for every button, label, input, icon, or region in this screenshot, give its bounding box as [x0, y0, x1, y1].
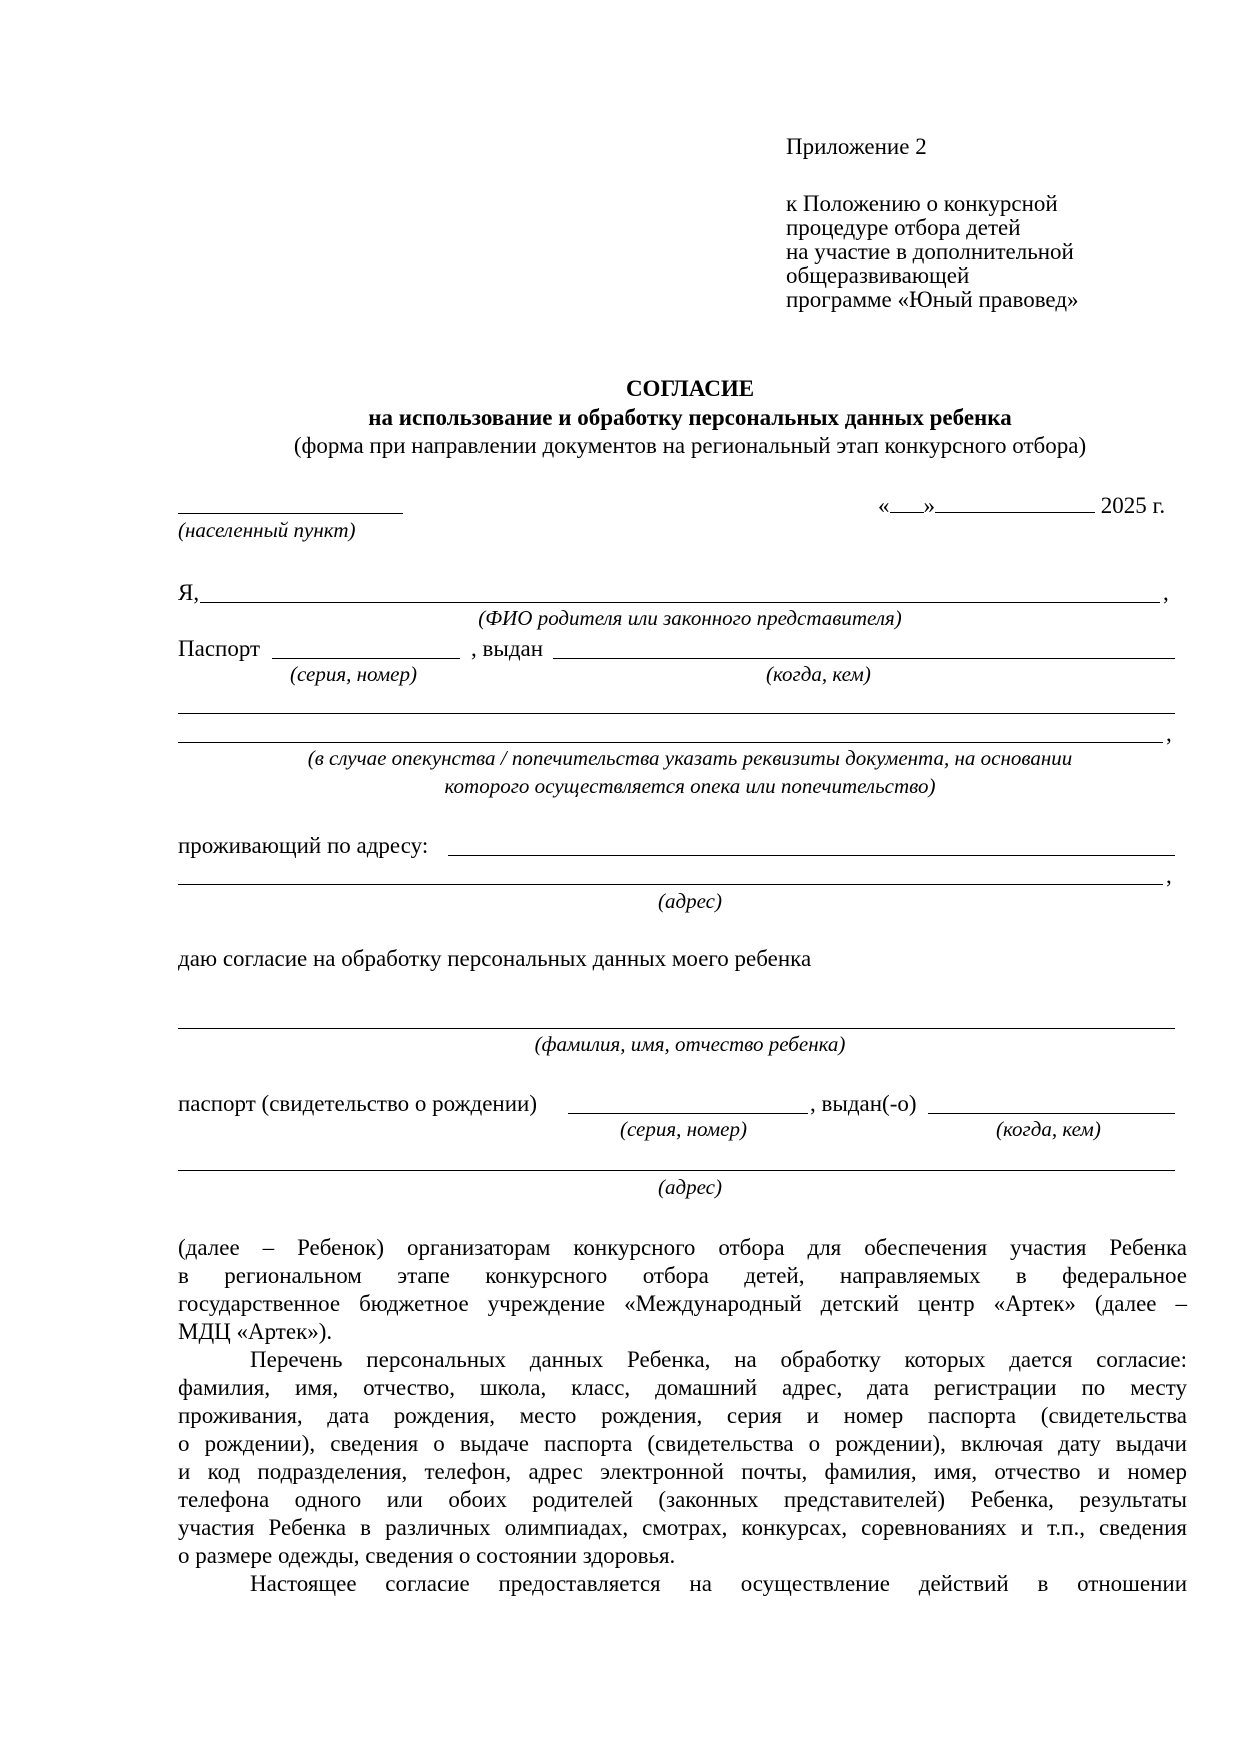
paragraph-line: проживания, дата рождения, место рождения, серия и номер паспорта (свидетельства — [178, 1403, 1187, 1428]
guardian-doc-field-2[interactable] — [178, 742, 1163, 743]
appendix-label: Приложение 2 — [786, 134, 927, 159]
date-quote-open: « — [878, 493, 890, 518]
address-field-2[interactable] — [178, 884, 1163, 885]
body-paragraph-2 — [178, 1346, 1187, 1570]
appendix-ref-line: на участие в дополнительной — [786, 239, 1074, 264]
address-field-1[interactable] — [448, 855, 1175, 856]
paragraph-line: (далее – Ребенок) организаторам конкурсного отбора для обеспечения участия Ребенка — [178, 1235, 1187, 1260]
document-title: СОГЛАСИЕ — [625, 376, 755, 401]
appendix-reference — [786, 192, 1079, 312]
paragraph-line: фамилия, имя, отчество, школа, класс, домашний адрес, дата регистрации по месту — [178, 1375, 1187, 1400]
child-address-hint: (адрес) — [658, 1175, 722, 1199]
appendix-ref-line: процедуре отбора детей — [786, 215, 1021, 240]
paragraph-line: о размере одежды, сведения о состоянии здоровья. — [178, 1543, 676, 1568]
paragraph-line: государственное бюджетное учреждение «Международный детский центр «Артек» (далее – — [178, 1291, 1187, 1316]
consent-statement: даю согласие на обработку персональных данных моего ребенка — [178, 946, 812, 971]
parent-name-field[interactable] — [200, 602, 1160, 603]
date-field[interactable] — [878, 492, 1165, 517]
paragraph-line: и код подразделения, телефон, адрес электронной почты, фамилия, имя, отчество и номер — [178, 1459, 1187, 1484]
child-doc-when-hint: (когда, кем) — [996, 1117, 1101, 1141]
document-subtitle: на использование и обработку персональных данных ребенка — [368, 405, 1012, 430]
address-hint: (адрес) — [658, 889, 722, 913]
locality-hint: (населенный пункт) — [178, 518, 356, 542]
child-name-hint: (фамилия, имя, отчество ребенка) — [534, 1032, 846, 1056]
child-address-field[interactable] — [178, 1170, 1175, 1171]
address-label: проживающий по адресу: — [178, 833, 429, 858]
parent-name-comma: , — [1163, 580, 1169, 605]
child-doc-issued-field[interactable] — [928, 1113, 1175, 1114]
passport-label: Паспорт — [178, 636, 261, 661]
date-day-blank[interactable] — [890, 492, 924, 513]
passport-when-hint: (когда, кем) — [766, 662, 871, 686]
guardian-comma: , — [1166, 721, 1172, 746]
parent-name-hint: (ФИО родителя или законного представителя) — [478, 606, 902, 630]
passport-series-hint: (серия, номер) — [290, 662, 417, 686]
date-quote-close: » — [923, 493, 935, 518]
body-paragraph-1 — [178, 1234, 1187, 1346]
appendix-ref-line: общеразвивающей — [786, 263, 970, 288]
paragraph-line: телефона одного или обоих родителей (законных представителей) Ребенка, результаты — [178, 1487, 1187, 1512]
child-doc-label: паспорт (свидетельство о рождении) — [178, 1091, 537, 1116]
guardian-doc-field-1[interactable] — [178, 713, 1175, 714]
paragraph-line: о рождении), сведения о выдаче паспорта (свидетельства о рождении), включая дату выдачи — [178, 1431, 1187, 1456]
locality-field[interactable] — [178, 513, 403, 514]
form-note: (форма при направлении документов на региональный этап конкурсного отбора) — [293, 433, 1087, 458]
paragraph-line: Настоящее согласие предоставляется на осуществление действий в отношении — [250, 1571, 1187, 1596]
date-year: 2025 г. — [1100, 493, 1166, 518]
guardian-hint-line-1: (в случае опекунства / попечительства указать реквизиты документа, на основании — [307, 746, 1073, 770]
passport-series-field[interactable] — [272, 658, 460, 659]
paragraph-line: в региональном этапе конкурсного отбора детей, направляемых в федеральное — [178, 1263, 1187, 1288]
appendix-ref-line: к Положению о конкурсной — [786, 191, 1058, 216]
appendix-ref-line: программе «Юный правовед» — [786, 287, 1079, 312]
body-paragraph-3 — [178, 1570, 1187, 1598]
paragraph-line: участия Ребенка в различных олимпиадах, смотрах, конкурсах, соревнованиях и т.п., сведения — [178, 1515, 1187, 1540]
guardian-hint-line-2: которого осуществляется опека или попечительство) — [444, 774, 936, 798]
passport-issued-field[interactable] — [553, 658, 1175, 659]
child-doc-series-hint: (серия, номер) — [620, 1117, 747, 1141]
child-doc-issued-label: , выдан(-о) — [810, 1091, 917, 1116]
child-doc-series-field[interactable] — [568, 1113, 808, 1114]
paragraph-line: МДЦ «Артек»). — [178, 1319, 333, 1344]
ya-label: Я, — [178, 580, 200, 605]
date-month-blank[interactable] — [935, 492, 1095, 513]
passport-issued-label: , выдан — [471, 636, 544, 661]
address-comma: , — [1166, 863, 1172, 888]
paragraph-line: Перечень персональных данных Ребенка, на обработку которых дается согласие: — [250, 1347, 1187, 1372]
child-name-field[interactable] — [178, 1028, 1175, 1029]
